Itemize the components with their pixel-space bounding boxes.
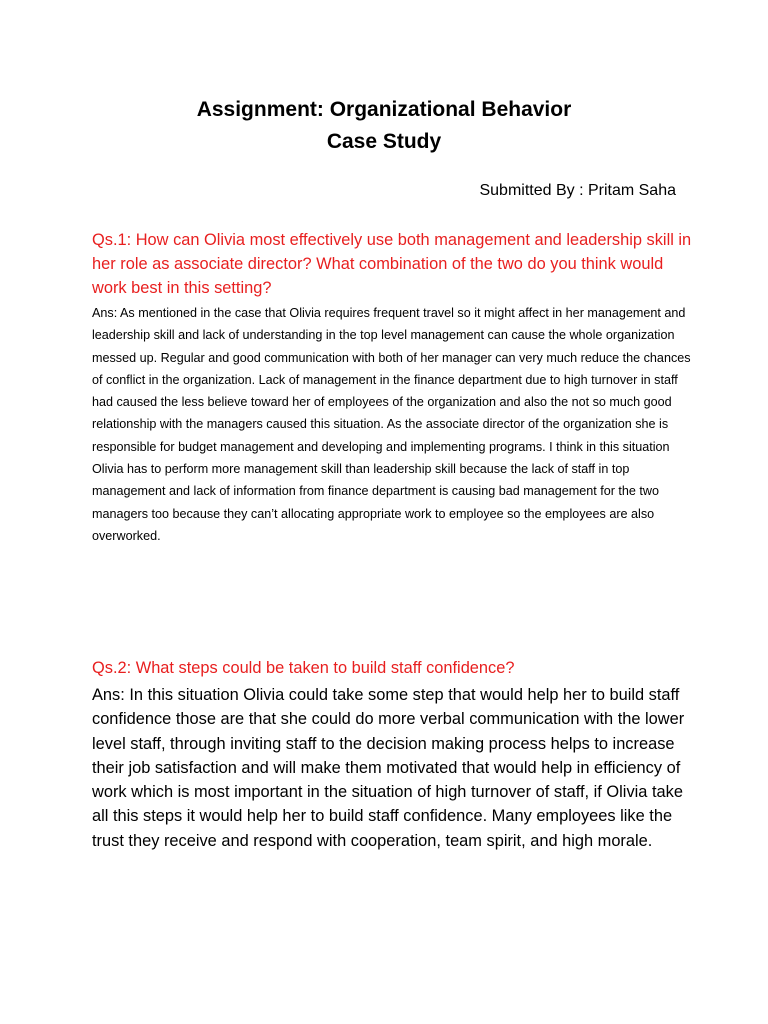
answer-2: Ans: In this situation Olivia could take some step that would help her to build staff confidence those are that she could do more verbal communication with the lower level staff, through inviting staff to the decision making process helps to increase their job satisfaction and will make them motivated that would help in efficiency of work which is most important in the situation of high turnover of staff, if Olivia take all this steps it would help her to build staff confidence. Many employees like the trust they receive and respond with cooperation, team spirit, and high morale. <box>92 686 685 850</box>
question-1: Qs.1: How can Olivia most effectively use both management and leadership skill in her role as associate director? What combination of the two do you think would work best in this setting? <box>92 231 692 297</box>
document-subtitle: Case Study <box>326 130 442 153</box>
submitted-by: Submitted By : Pritam Saha <box>479 182 676 199</box>
document-title: Assignment: Organizational Behavior <box>196 98 572 121</box>
answer-1: Ans: As mentioned in the case that Olivia requires frequent travel so it might affect in her management and leadership skill and lack of understanding in the top level management can cause the whole organization messed up. Regular and good communication with both of her manager can very much reduce the chances of conflict in the organization. Lack of management in the finance department due to high turnover in staff had caused the less believe toward her of employees of the organization and also the not so much good relationship with the managers caused this situation. As the associate director of the organization she is responsible for budget management and developing and implementing programs. I think in this situation Olivia has to perform more management skill than leadership skill because the lack of staff in top management and lack of information from finance department is causing bad management for the two managers too because they can’t allocating appropriate work to employee so the employees are also overworked. <box>92 306 691 543</box>
question-2: Qs.2: What steps could be taken to build staff confidence? <box>92 659 515 677</box>
